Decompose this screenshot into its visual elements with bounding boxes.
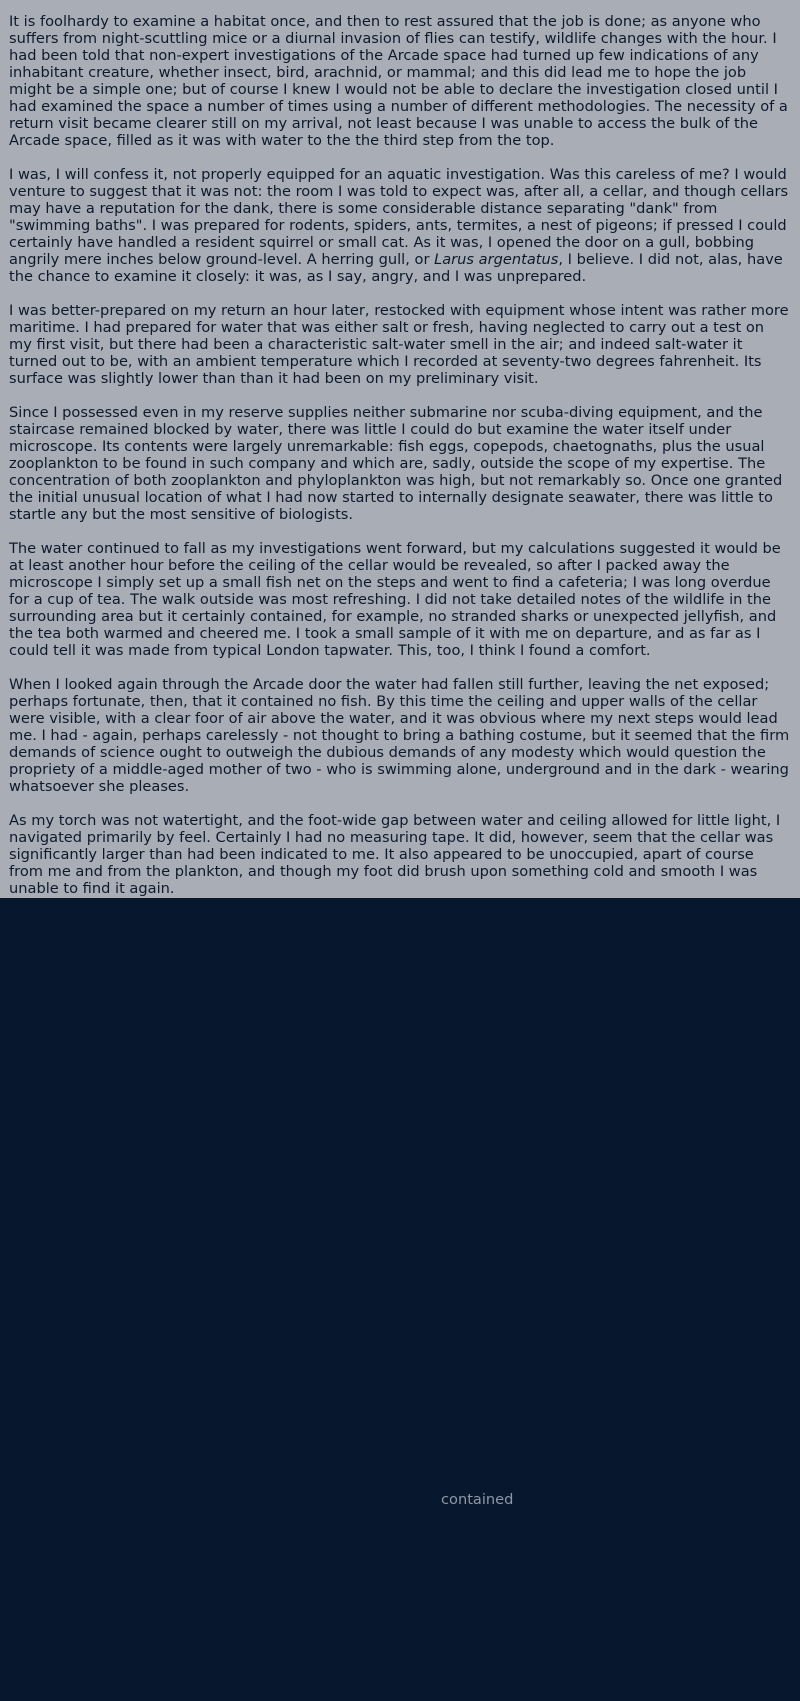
story-paragraph-2 <box>9 166 791 285</box>
paragraph-2-text-before: I was, I will confess it, not properly equipped for an aquatic investigation. Was this careless of me? I would venture to suggest that it was not: the room I was told to expect was, after all, a cellar, and though cellars may have a reputation for the dank, there is some considerable distance separating "dank" from "swimming baths". I was prepared for rodents, spiders, ants, termites, a nest of pigeons; if pressed I could certainly have handled a resident squirrel or small cat. As it was, I opened the door on a gull, bobbing angrily mere inches below ground-level. A herring gull, or <box>9 166 789 268</box>
story-paragraph-5: The water continued to fall as my investigations went forward, but my calculations suggested it would be at least another hour before the ceiling of the cellar would be revealed, so after I packed away the microscope I simply set up a small fish net on the steps and went to find a cafeteria; I was long overdue for a cup of tea. The walk outside was most refreshing. I did not take detailed notes of the wildlife in the surrounding area but it certainly contained, for example, no stranded sharks or unexpected jellyfish, and the tea both warmed and cheered me. I took a small sample of it with me on departure, and as far as I could tell it was made from typical London tapwater. This, too, I think I found a comfort. <box>9 540 781 659</box>
species-name-italic: Larus argentatus <box>434 251 559 268</box>
story-paragraph-3: I was better-prepared on my return an hour later, restocked with equipment whose intent was rather more maritime. I had prepared for water that was either salt or fresh, having neglected to carry out a test on my first visit, but there had been a characteristic salt-water smell in the air; and indeed salt-water it turned out to be, with an ambient temperature which I recorded at seventy-two degrees fahrenheit. Its surface was slightly lower than than it had been on my preliminary visit. <box>9 302 789 387</box>
paragraph-2-text-after: , I believe. I did not, alas, have the chance to examine it closely: it was, as I say, angry, and I was unprepared. <box>9 251 783 285</box>
story-paragraph-7: As my torch was not watertight, and the foot-wide gap between water and ceiling allowed for little light, I navigated primarily by feel. Certainly I had no measuring tape. It did, however, seem that the cellar was significantly larger than had been indicated to me. It also appeared to be unoccupied, apart of course from me and from the plankton, and though my foot did brush upon something cold and smooth I was unable to find it again. <box>9 812 781 897</box>
floating-word: contained <box>441 1491 514 1508</box>
story-paragraph-6: When I looked again through the Arcade door the water had fallen still further, leaving the net exposed; perhaps fortunate, then, that it contained no fish. By this time the ceiling and upper walls of the cellar were visible, with a clear foor of air above the water, and it was obvious where my next steps would lead me. I had - again, perhaps carelessly - not thought to bring a bathing costume, but it seemed that the firm demands of science ought to outweigh the dubious demands of any modesty which would question the propriety of a middle-aged mother of two - who is swimming alone, underground and in the dark - wearing whatsoever she pleases. <box>9 676 790 795</box>
story-paragraph-4: Since I possessed even in my reserve supplies neither submarine nor scuba-diving equipment, and the staircase remained blocked by water, there was little I could do but examine the water itself under microscope. Its contents were largely unremarkable: fish eggs, copepods, chaetognaths, plus the usual zooplankton to be found in such company and which are, sadly, outside the scope of my expertise. The concentration of both zooplankton and phyloplankton was high, but not remarkably so. Once one granted the initial unusual location of what I had now started to internally designate seawater, there was little to startle any but the most sensitive of biologists. <box>9 404 783 523</box>
story-paragraph-1: It is foolhardy to examine a habitat once, and then to rest assured that the job is done; as anyone who suffers from night-scuttling mice or a diurnal invasion of flies can testify, wildlife changes with the hour. I had been told that non-expert investigations of the Arcade space had turned up few indications of any inhabitant creature, whether insect, bird, arachnid, or mammal; and this did lead me to hope the job might be a simple one; but of course I knew I would not be able to declare the investigation closed until I had examined the space a number of times using a number of different methodologies. The necessity of a return visit became clearer still on my arrival, not least because I was unable to access the bulk of the Arcade space, filled as it was with water to the the third step from the top. <box>9 13 788 149</box>
dark-water-area <box>0 898 800 1701</box>
